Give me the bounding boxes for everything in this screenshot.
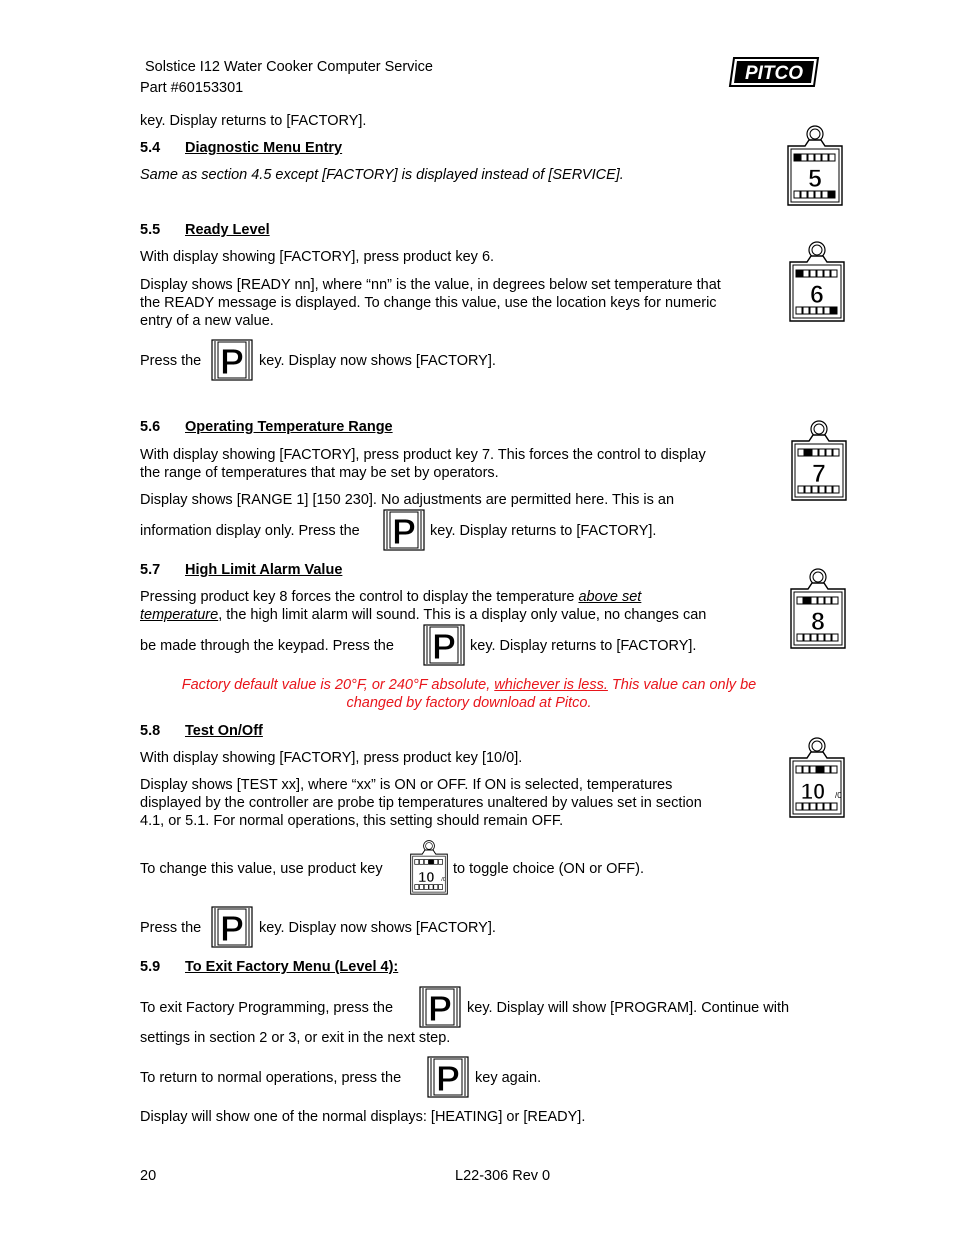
- pitco-logo: [728, 56, 820, 92]
- section-5-6-heading: 5.6 Operating Temperature Range: [140, 419, 393, 435]
- section-5-9-p2-post: key again.: [475, 1070, 542, 1086]
- product-key-10-inline-icon: [410, 839, 448, 899]
- svg-text:5: 5: [808, 165, 822, 193]
- logo-text: PITCO: [744, 63, 804, 84]
- svg-text:/0: /0: [441, 877, 446, 884]
- section-5-7-p2-pre: be made through the keypad. Press the: [140, 638, 394, 654]
- section-5-7-note-line1: Factory default value is 20°F, or 240°F absolute, whichever is less. This value can only be: [181, 677, 757, 693]
- section-5-6-p2-post: key. Display returns to [FACTORY].: [430, 523, 657, 539]
- section-5-8-press-pre: Press the: [140, 920, 202, 936]
- svg-text:10: 10: [417, 868, 435, 886]
- svg-text:P: P: [427, 988, 453, 1028]
- doc-revision: L22-306 Rev 0: [455, 1168, 551, 1184]
- section-5-6-p1-line1: With display showing [FACTORY], press product key 7. This forces the control to display: [140, 447, 706, 463]
- svg-text:6: 6: [810, 281, 824, 309]
- svg-text:P: P: [435, 1058, 461, 1098]
- section-5-7-p1-line1: Pressing product key 8 forces the control to display the temperature above set: [140, 589, 642, 605]
- section-5-8-press-post: key. Display now shows [FACTORY].: [259, 920, 496, 936]
- section-5-6-p2-line1: Display shows [RANGE 1] [150 230]. No adjustments are permitted here. This is an: [140, 492, 675, 508]
- page-number: 20: [140, 1168, 157, 1184]
- svg-text:/0: /0: [835, 791, 842, 800]
- p-key-icon: [427, 1056, 467, 1096]
- section-5-8-p1: With display showing [FACTORY], press product key [10/0].: [140, 750, 523, 766]
- section-5-8-p2-line2: displayed by the controller are probe tip temperatures unaltered by values set in section: [140, 795, 702, 811]
- product-key-7-icon: [791, 419, 847, 505]
- section-5-4-text: Same as section 4.5 except [FACTORY] is displayed instead of [SERVICE].: [140, 167, 624, 183]
- svg-text:8: 8: [811, 608, 825, 636]
- section-5-9-p1-pre: To exit Factory Programming, press the: [140, 1000, 394, 1016]
- section-5-7-heading: 5.7 High Limit Alarm Value: [140, 562, 343, 578]
- section-5-8-change-pre: To change this value, use product key: [140, 861, 383, 877]
- svg-text:7: 7: [812, 460, 826, 488]
- section-5-7-p1-line2: temperature, the high limit alarm will sound. This is a display only value, no changes can: [140, 607, 707, 623]
- section-5-9-p1-line2: settings in section 2 or 3, or exit in the next step.: [140, 1030, 451, 1046]
- p-key-icon: [419, 986, 459, 1026]
- section-5-8-change-post: to toggle choice (ON or OFF).: [453, 861, 644, 877]
- svg-text:10: 10: [800, 779, 826, 804]
- section-5-5-heading: 5.5 Ready Level: [140, 222, 270, 238]
- section-5-5-p2-line3: entry of a new value.: [140, 313, 274, 329]
- section-5-8-heading: 5.8 Test On/Off: [140, 723, 263, 739]
- section-5-5-press-pre: Press the: [140, 353, 202, 369]
- section-5-9-p2-pre: To return to normal operations, press the: [140, 1070, 402, 1086]
- section-5-5-p2-line1: Display shows [READY nn], where “nn” is the value, in degrees below set temperature that: [140, 277, 721, 293]
- p-key-icon: [423, 624, 463, 664]
- intro-text: key. Display returns to [FACTORY].: [140, 113, 367, 129]
- section-5-5-p2-line2: the READY message is displayed. To change this value, use the location keys for numeric: [140, 295, 717, 311]
- section-5-7-p2-post: key. Display returns to [FACTORY].: [470, 638, 697, 654]
- section-5-5-press-post: key. Display now shows [FACTORY].: [259, 353, 496, 369]
- p-key-icon: [211, 339, 251, 379]
- product-key-10-icon: [789, 736, 845, 822]
- section-5-4-heading: 5.4 Diagnostic Menu Entry: [140, 140, 343, 156]
- section-5-8-p2-line1: Display shows [TEST xx], where “xx” is ON or OFF. If ON is selected, temperatures: [140, 777, 673, 793]
- p-key-icon: [211, 906, 251, 946]
- section-5-6-p1-line2: the range of temperatures that may be set by operators.: [140, 465, 499, 481]
- doc-title: Solstice I12 Water Cooker Computer Service: [145, 59, 433, 75]
- svg-text:P: P: [219, 908, 245, 948]
- product-key-6-icon: [789, 240, 845, 326]
- section-5-9-p1-post: key. Display will show [PROGRAM]. Continue with: [467, 1000, 790, 1016]
- svg-text:P: P: [219, 341, 245, 381]
- svg-text:P: P: [431, 626, 457, 666]
- p-key-icon: [383, 509, 423, 549]
- svg-text:P: P: [391, 511, 417, 551]
- section-5-8-p2-line3: 4.1, or 5.1. For normal operations, this setting should remain OFF.: [140, 813, 564, 829]
- product-key-8-icon: [790, 567, 846, 653]
- section-5-9-p3: Display will show one of the normal displays: [HEATING] or [READY].: [140, 1109, 586, 1125]
- section-5-5-p1: With display showing [FACTORY], press product key 6.: [140, 249, 495, 265]
- part-number: Part #60153301: [140, 80, 244, 96]
- product-key-5-icon: [787, 124, 843, 210]
- section-5-9-heading: 5.9 To Exit Factory Menu (Level 4):: [140, 959, 399, 975]
- section-5-6-p2-pre: information display only. Press the: [140, 523, 360, 539]
- section-5-7-note-line2: changed by factory download at Pitco.: [346, 695, 592, 711]
